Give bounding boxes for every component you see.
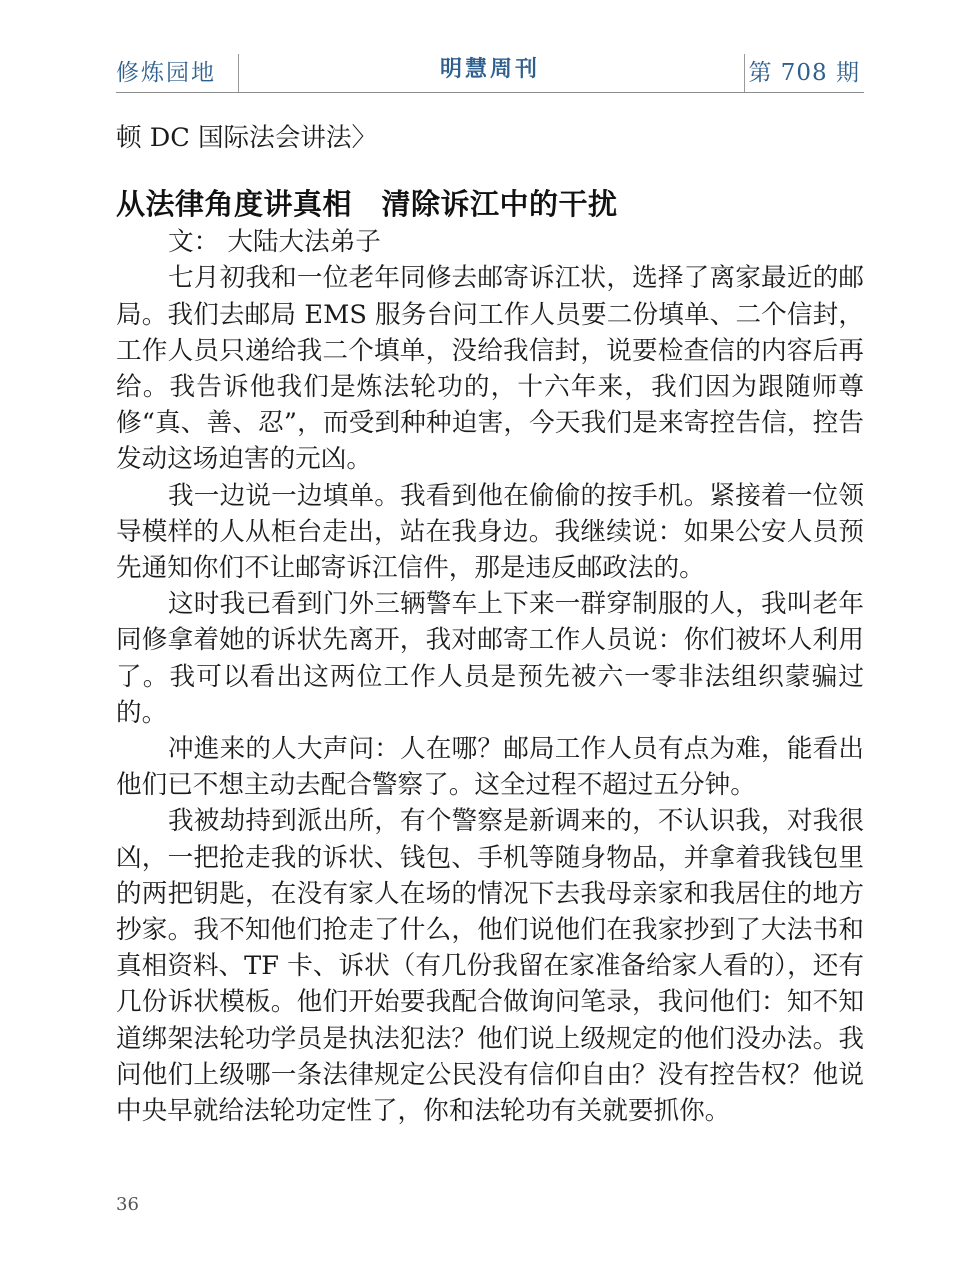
paragraph: 我一边说一边填单。我看到他在偷偷的按手机。紧接着一位领导模样的人从柜台走出，站在我身边。我继续说：如果公安人员预先通知你们不让邮寄诉江信件，那是违反邮政法的。 (116, 480, 864, 584)
publication-name: 明慧周刊 (439, 57, 540, 82)
paragraph: 冲進来的人大声问：人在哪？邮局工作人员有点为难，能看出他们已不想主动去配合警察了。这全过程不超过五分钟。 (116, 734, 864, 801)
continuation-line: 顿 DC 国际法会讲法〉 (116, 123, 378, 153)
page-header (116, 48, 864, 92)
issue-number: 第 708 期 (748, 60, 860, 86)
article-title: 从法律角度讲真相 清除诉江中的干扰 (116, 187, 618, 222)
paragraph: 这时我已看到门外三辆警车上下来一群穿制服的人，我叫老年同修拿着她的诉状先离开，我对邮寄工作人员说：你们被坏人利用了。我可以看出这两位工作人员是预先被六一零非法组织蒙骗过的。 (116, 589, 864, 728)
section-name: 修炼园地 (116, 60, 216, 86)
paragraph: 七月初我和一位老年同修去邮寄诉江状，选择了离家最近的邮局。我们去邮局 EMS 服务台问工作人员要二份填单、二个信封，工作人员只递给我二个填单，没给我信封，说要检查信的内容后再给。我告诉他我们是炼法轮功的，十六年来，我们因为跟随师尊修“真、善、忍”，而受到种种迫害，今天我们是来寄控告信，控告发动这场迫害的元凶。 (116, 263, 864, 475)
article-byline: 文： 大陆大法弟子 (168, 227, 381, 258)
header-rule (116, 92, 864, 93)
article-body (116, 120, 864, 1129)
header-divider-right (744, 54, 745, 92)
paragraph: 我被劫持到派出所，有个警察是新调来的，不认识我，对我很凶，一把抢走我的诉状、钱包、手机等随身物品，并拿着我钱包里的两把钥匙，在没有家人在场的情况下去我母亲家和我居住的地方抄家。我不知他们抢走了什么，他们说他们在我家抄到了大法书和真相资料、TF 卡、诉状（有几份我留在家准备给家人看的），还有几份诉状模板。他们开始要我配合做询问笔录，我问他们：知不知道绑架法轮功学员是执法犯法？他们说上级规定的他们没办法。我问他们上级哪一条法律规定公民没有信仰自由？没有控告权？他说中央早就给法轮功定性了，你和法轮功有关就要抓你。 (116, 806, 864, 1127)
page-number: 36 (116, 1194, 139, 1215)
